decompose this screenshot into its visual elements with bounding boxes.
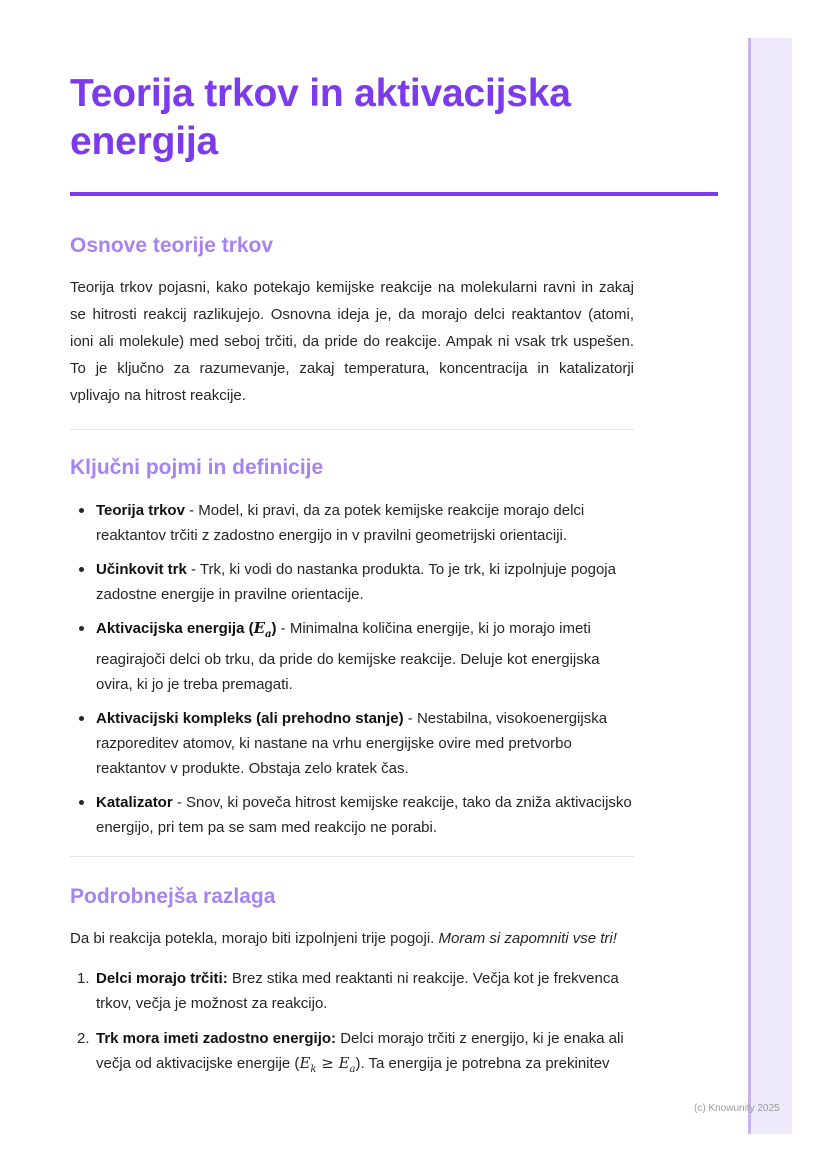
section-paragraph-basics: Teorija trkov pojasni, kako potekajo kemijske reakcije na molekularni ravni in zakaj se hitrosti reakcij razlikujejo. Osnovna ideja je, da morajo delci reaktantov (atomi, ioni ali molekule) med seboj trčiti, da pride do reakcije. Ampak ni vsak trk uspešen. To je ključno za razumevanje, zakaj temperatura, koncentracija in katalizatorji vplivajo na hitrost reakcije. [70,279,634,404]
document-content [70,70,718,1092]
term: Trk mora imeti zadostno energijo: [96,1030,337,1047]
section-intro: Da bi reakcija potekla, morajo biti izpolnjeni trije pogoji. Moram si zapomniti vse tri! [70,930,617,947]
term: Učinkovit trk [96,561,187,578]
section-divider [70,856,634,857]
list-item [70,557,634,607]
item-number: 2. [77,1030,90,1047]
list-item [70,790,634,840]
side-accent-line [748,38,751,1134]
energy-inequality: $E_k \ge E_a$ [299,1054,356,1075]
list-item [70,706,634,781]
section-divider [70,429,634,430]
page-title: Teorija trkov in aktivacijska energija [70,72,571,163]
section-heading-basics: Osnove teorije trkov [70,234,274,257]
list-item [70,616,634,697]
activation-energy-symbol: $E_a$ [253,619,272,640]
list-item [70,966,634,1016]
intro-note: Moram si zapomniti vse tri! [438,930,617,947]
term: Teorija trkov [96,502,185,519]
definition: Brez stika med reaktanti ni reakcije. Večja kot je frekvenca trkov, večja je možnost za reakcijo. [96,970,619,1012]
definition: - Nestabilna, visokoenergijska razporeditev atomov, ki nastane na vrhu energijske ovire med pretvorbo reaktantov v produkte. Obstaja zelo kratek čas. [96,710,608,777]
title-underline [70,192,718,196]
conditions-list [70,966,634,1082]
definitions-list [70,498,634,840]
definition: - Minimalna količina energije, ki jo morajo imeti reagirajoči delci ob trku, da pride do kemijske reakcije. Deluje kot energijska ovira, ki jo je treba premagati. [96,620,600,693]
definition: - Model, ki pravi, da za potek kemijske reakcije morajo delci reaktantov trčiti z zadostno energijo in v pravilni geometrijski orientaciji. [96,502,585,544]
definition: - Trk, ki vodi do nastanka produkta. To je trk, ki izpolnjuje pogoja zadostne energije in pravilne orientacije. [96,561,616,603]
term: Katalizator [96,794,173,811]
side-panel [748,38,792,1134]
term: Aktivacijski kompleks (ali prehodno stanje) [96,710,404,727]
list-item: 2. Trk mora imeti zadostno energijo: Delci morajo trčiti z energijo, ki je enaka ali večja od aktivacijske energije $(E_k \ge E_a)$. Ta energija je potrebna za prekinitev [70,1026,634,1082]
section-heading-detailed: Podrobnejša razlaga [70,885,276,908]
term: Delci morajo trčiti: [96,970,228,987]
list-item [70,498,634,548]
item-number: 1. [77,970,90,987]
section-heading-key-terms: Ključni pojmi in definicije [70,456,324,479]
definition: - Snov, ki poveča hitrost kemijske reakcije, tako da zniža aktivacijsko energijo, pri tem pa se sam med reakcijo ne porabi. [96,794,632,836]
copyright-footer: (c) Knowunity 2025 [694,1103,780,1114]
term: Aktivacijska energija $(E_a)$ [96,619,277,640]
